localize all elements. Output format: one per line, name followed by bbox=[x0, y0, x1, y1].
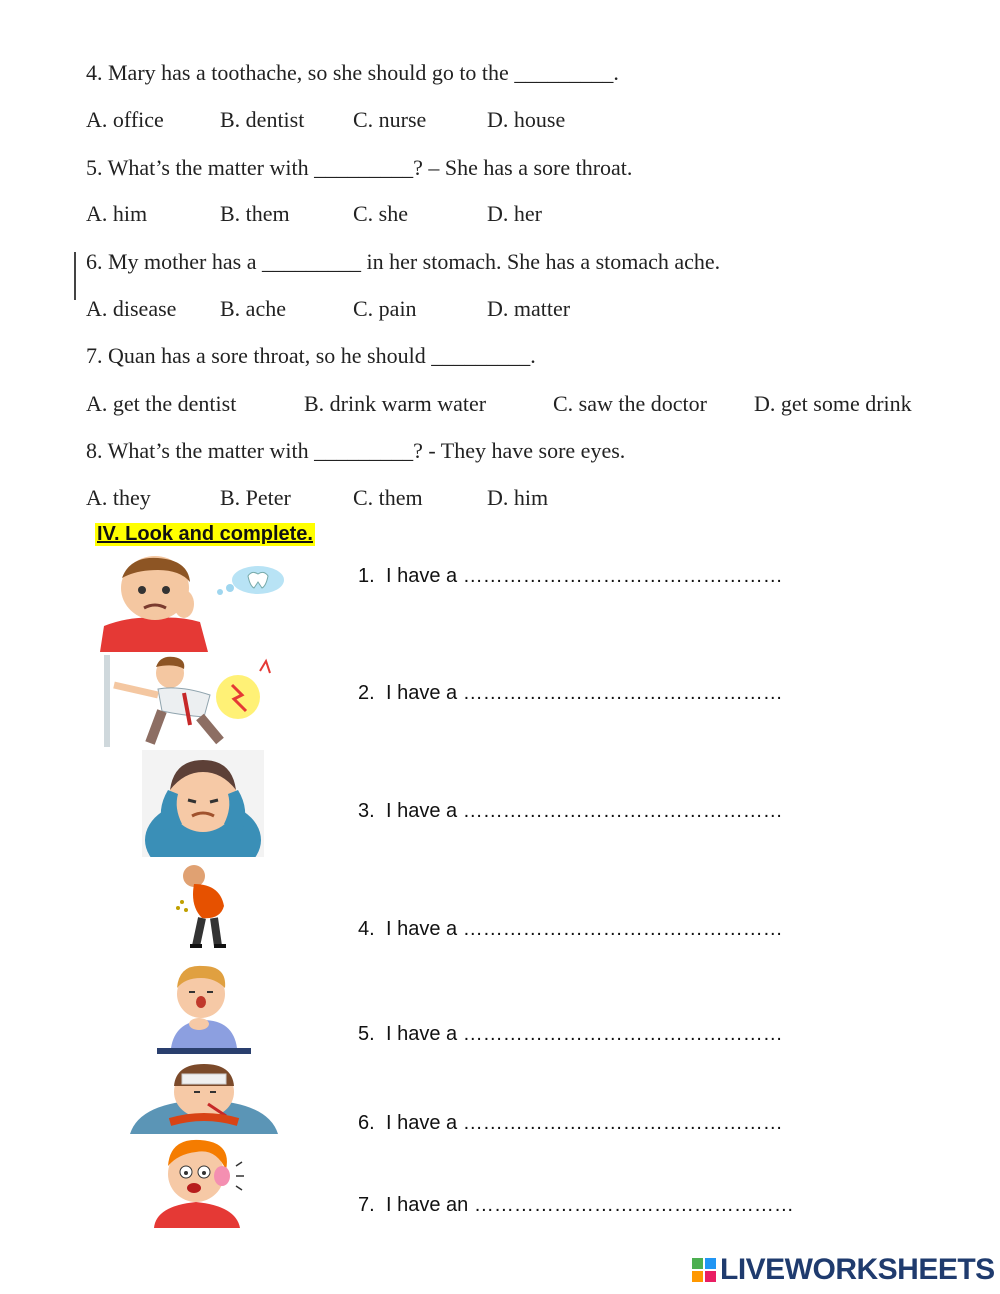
complete-line-6[interactable] bbox=[358, 1112, 783, 1135]
complete-line-5[interactable] bbox=[358, 1023, 783, 1046]
complete-line-3[interactable] bbox=[358, 800, 783, 823]
q6-option-a[interactable]: A. disease bbox=[86, 296, 177, 321]
toothache-icon bbox=[100, 556, 285, 652]
complete-line-text: I have a ………………………………………… bbox=[386, 918, 783, 940]
brand-name[interactable]: LIVEWORKSHEETS bbox=[720, 1253, 995, 1286]
q6-option-b[interactable]: B. ache bbox=[220, 296, 286, 321]
backache-icon bbox=[100, 655, 285, 747]
complete-line-2[interactable] bbox=[358, 682, 783, 705]
question-7: 7. Quan has a sore throat, so he should _________. bbox=[86, 343, 536, 368]
liveworksheets-logo-icon bbox=[692, 1258, 716, 1282]
complete-line-text: I have a ………………………………………… bbox=[386, 1023, 783, 1045]
section-heading: IV. Look and complete. bbox=[97, 523, 313, 545]
q8-option-c[interactable]: C. them bbox=[353, 485, 423, 510]
question-4: 4. Mary has a toothache, so she should go to the _________. bbox=[86, 60, 619, 85]
earache-icon bbox=[150, 1136, 245, 1228]
complete-line-text: I have a ………………………………………… bbox=[386, 1112, 783, 1134]
q5-option-c[interactable]: C. she bbox=[353, 201, 408, 226]
complete-line-7[interactable] bbox=[358, 1194, 794, 1217]
complete-line-number: 5. bbox=[358, 1023, 375, 1045]
complete-line-text: I have an ………………………………………… bbox=[386, 1194, 794, 1216]
q4-option-d[interactable]: D. house bbox=[487, 107, 566, 132]
q4-option-b[interactable]: B. dentist bbox=[220, 107, 305, 132]
q8-option-b[interactable]: B. Peter bbox=[220, 485, 291, 510]
complete-line-number: 3. bbox=[358, 800, 375, 822]
q7-option-d[interactable]: D. get some drink bbox=[754, 391, 912, 416]
margin-mark bbox=[74, 252, 76, 300]
q6-option-d[interactable]: D. matter bbox=[487, 296, 571, 321]
complete-line-text: I have a ………………………………………… bbox=[386, 565, 783, 587]
q4-option-c[interactable]: C. nurse bbox=[353, 107, 427, 132]
complete-line-number: 4. bbox=[358, 918, 375, 940]
q4-option-a[interactable]: A. office bbox=[86, 107, 164, 132]
q6-option-c[interactable]: C. pain bbox=[353, 296, 417, 321]
complete-line-4[interactable] bbox=[358, 918, 783, 941]
sore-throat-icon bbox=[155, 958, 252, 1055]
complete-line-number: 1. bbox=[358, 565, 375, 587]
q5-option-d[interactable]: D. her bbox=[487, 201, 542, 226]
question-6: 6. My mother has a _________ in her stomach. She has a stomach ache. bbox=[86, 249, 721, 274]
q8-option-a[interactable]: A. they bbox=[86, 485, 151, 510]
complete-line-text: I have a ………………………………………… bbox=[386, 682, 783, 704]
q7-option-c[interactable]: C. saw the doctor bbox=[553, 391, 707, 416]
question-8: 8. What’s the matter with _________? - They have sore eyes. bbox=[86, 438, 626, 463]
complete-line-number: 6. bbox=[358, 1112, 375, 1134]
question-5: 5. What’s the matter with _________? – She has a sore throat. bbox=[86, 155, 633, 180]
q8-option-d[interactable]: D. him bbox=[487, 485, 549, 510]
q7-option-a[interactable]: A. get the dentist bbox=[86, 391, 237, 416]
fever-icon bbox=[130, 1062, 278, 1134]
complete-line-text: I have a ………………………………………… bbox=[386, 800, 783, 822]
q5-option-a[interactable]: A. him bbox=[86, 201, 148, 226]
stomach-ache-icon bbox=[170, 862, 240, 950]
q5-option-b[interactable]: B. them bbox=[220, 201, 290, 226]
complete-line-number: 2. bbox=[358, 682, 375, 704]
complete-line-number: 7. bbox=[358, 1194, 375, 1216]
headache-icon bbox=[142, 750, 264, 857]
complete-line-1[interactable] bbox=[358, 565, 783, 588]
q7-option-b[interactable]: B. drink warm water bbox=[304, 391, 487, 416]
